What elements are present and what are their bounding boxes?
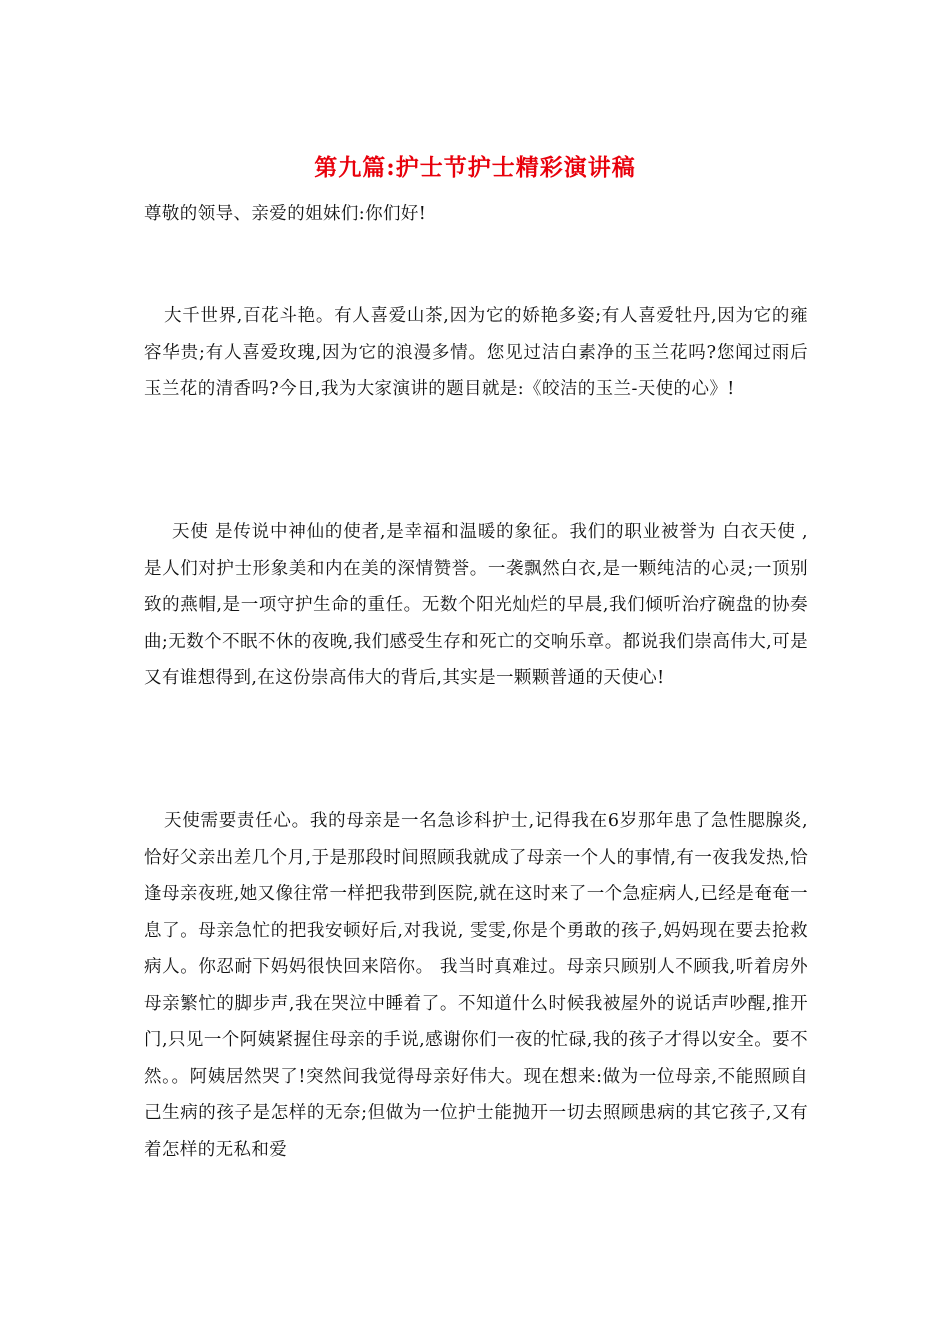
paragraph-1: 大千世界,百花斗艳。有人喜爱山茶,因为它的娇艳多姿;有人喜爱牡丹,因为它的雍容华贵;有人喜爱玫瑰,因为它的浪漫多情。您见过洁白素净的玉兰花吗?您闻过雨后玉兰花的清香吗?今日,我为大家演讲的题目就是:《皎洁的玉兰-天使的心》! [144,306,808,399]
document-title: 第九篇:护士节护士精彩演讲稿 [314,154,636,181]
paragraph-2: 天使 是传说中神仙的使者,是幸福和温暖的象征。我们的职业被誉为 白衣天使 ,是人们对护士形象美和内在美的深情赞誉。一袭飘然白衣,是一颗纯洁的心灵;一顶别致的燕帽,是一项守护生命的重任。无数个阳光灿烂的早晨,我们倾听治疗碗盘的协奏曲;无数个不眠不休的夜晚,我们感受生存和死亡的交响乐章。都说我们崇高伟大,可是又有谁想得到,在这份崇高伟大的背后,其实是一颗颗普通的天使心! [144,522,808,688]
greeting-line: 尊敬的领导、亲爱的姐妹们:你们好! [144,204,427,224]
paragraph-3: 天使需要责任心。我的母亲是一名急诊科护士,记得我在6岁那年患了急性腮腺炎,恰好父亲出差几个月,于是那段时间照顾我就成了母亲一个人的事情,有一夜我发热,恰逢母亲夜班,她又像往常一样把我带到医院,就在这时来了一个急症病人,已经是奄奄一息了。母亲急忙的把我安顿好后,对我说, 雯雯,你是个勇敢的孩子,妈妈现在要去抢救病人。你忍耐下妈妈很快回来陪你。 我当时真难过。母亲只顾别人不顾我,听着房外母亲繁忙的脚步声,我在哭泣中睡着了。不知道什么时候我被屋外的说话声吵醒,推开门,只见一个阿姨紧握住母亲的手说,感谢你们一夜的忙碌,我的孩子才得以安全。要不然。。阿姨居然哭了!突然间我觉得母亲好伟大。现在想来:做为一位母亲,不能照顾自己生病的孩子是怎样的无奈;但做为一位护士能抛开一切去照顾患病的其它孩子,又有着怎样的无私和爱 [144,811,808,1160]
